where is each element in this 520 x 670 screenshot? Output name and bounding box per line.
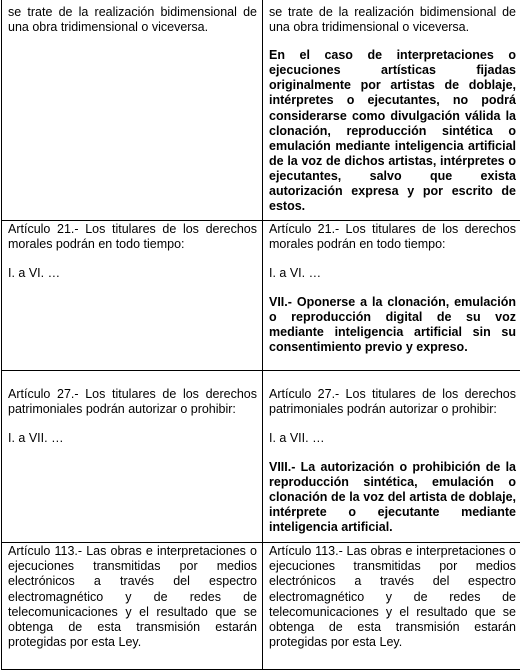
current-text-cell (2, 371, 263, 543)
added-paragraph: VII.- Oponerse a la clonación, emulación o reproducción digital de su voz mediante inteligencia artificial sin su consentimiento previo y expreso. (269, 295, 516, 355)
article-heading: Artículo 21.- Los titulares de los derechos morales podrán en todo tiempo: (8, 222, 257, 252)
added-paragraph: VIII.- La autorización o prohibición de la reproducción sintética, emulación o clonación de la voz del artista de doblaje, intérprete o ejecutante mediante inteligencia artificial. (269, 460, 516, 535)
article-heading: Artículo 27.- Los titulares de los derechos patrimoniales podrán autorizar o prohibir: (269, 387, 516, 417)
comparison-table (1, 0, 520, 670)
article-heading: Artículo 27.- Los titulares de los derechos patrimoniales podrán autorizar o prohibir: (8, 387, 257, 417)
article-heading: Artículo 113.- Las obras e interpretaciones o ejecuciones transmitidas por medios electrónicos a través del espectro electromagnético y de redes de telecomunicaciones y el resultado que se obtenga de esta transmisión estarán protegidas por esta Ley. (269, 544, 516, 650)
table-row (2, 543, 520, 670)
table-row (2, 221, 520, 371)
paragraph: se trate de la realización bidimensional de una obra tridimensional o viceversa. (269, 5, 516, 35)
current-text-cell (2, 0, 263, 221)
proposed-text-cell (263, 543, 520, 670)
table-row (2, 0, 520, 221)
paragraph: I. a VII. … (8, 431, 257, 446)
proposed-text-cell (263, 0, 520, 221)
article-heading: Artículo 21.- Los titulares de los derechos morales podrán en todo tiempo: (269, 222, 516, 252)
current-text-cell (2, 221, 263, 371)
proposed-text-cell (263, 371, 520, 543)
added-paragraph: En el caso de interpretaciones o ejecuciones artísticas fijadas originalmente por artistas de doblaje, intérpretes o ejecutantes, no podrá considerarse como divulgación válida la clonación, reproducción sintética o emulación mediante inteligencia artificial de la voz de dichos artistas, intérpretes o ejecutantes, salvo que exista autorización expresa y por escrito de estos. (269, 48, 516, 214)
paragraph: I. a VI. … (269, 266, 516, 281)
paragraph: I. a VII. … (269, 431, 516, 446)
current-text-cell (2, 543, 263, 670)
proposed-text-cell (263, 221, 520, 371)
paragraph: se trate de la realización bidimensional de una obra tridimensional o viceversa. (8, 5, 257, 35)
paragraph: I. a VI. … (8, 266, 257, 281)
article-heading: Artículo 113.- Las obras e interpretaciones o ejecuciones transmitidas por medios electrónicos a través del espectro electromagnético y de redes de telecomunicaciones y el resultado que se obtenga de esta transmisión estarán protegidas por esta Ley. (8, 544, 257, 650)
table-row (2, 371, 520, 543)
